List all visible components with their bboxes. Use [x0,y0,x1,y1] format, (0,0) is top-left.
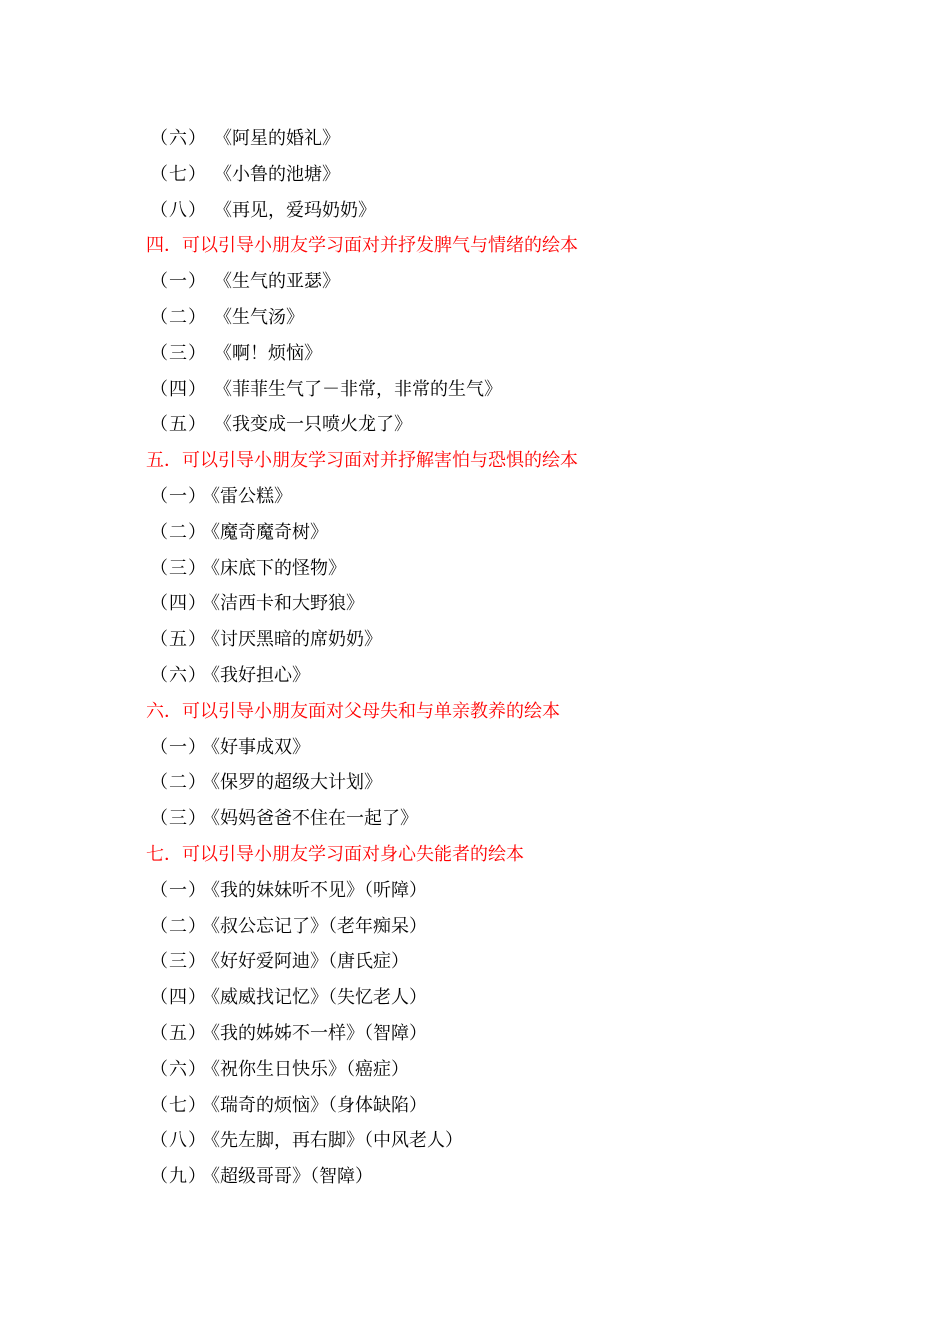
section-heading: 六．可以引导小朋友面对父母失和与单亲教养的绘本 [146,700,560,722]
item-number: （四） [150,987,207,1009]
book-title: 《菲菲生气了－非常，非常的生气》 [214,378,502,400]
book-title: 《好事成双》 [202,736,310,758]
book-list-item [146,1052,866,1088]
book-list-item [146,1123,866,1159]
book-list-item [146,658,866,694]
book-title: 《保罗的超级大计划》 [202,772,382,794]
book-title: 《好好爱阿迪》（唐氏症） [202,951,409,973]
item-number: （八） [150,199,207,221]
item-number: （一） [150,879,207,901]
book-list-item [146,121,866,157]
book-title: 《生气的亚瑟》 [214,271,340,293]
book-title: 《叔公忘记了》（老年痴呆） [202,915,427,937]
item-number: （六） [150,1058,207,1080]
book-title: 《瑞奇的烦恼》（身体缺陷） [202,1094,427,1116]
item-number: （七） [150,1094,207,1116]
book-title: 《啊！烦恼》 [214,342,322,364]
picture-book-list [146,121,866,1195]
section-heading: 四．可以引导小朋友学习面对并抒发脾气与情绪的绘本 [146,235,578,257]
item-number: （一） [150,271,207,293]
item-number: （六） [150,664,207,686]
book-list-item [146,193,866,229]
book-title: 《我好担心》 [202,664,310,686]
item-number: （三） [150,342,207,364]
item-number: （一） [150,485,207,507]
item-number: （八） [150,1130,207,1152]
book-list-item [146,264,866,300]
book-title: 《魔奇魔奇树》 [202,521,328,543]
book-title: 《再见，爱玛奶奶》 [214,199,376,221]
book-list-item [146,407,866,443]
book-title: 《威威找记忆》（失忆老人） [202,987,427,1009]
book-title: 《我的姊姊不一样》（智障） [202,1022,427,1044]
book-list-item [146,372,866,408]
item-number: （二） [150,772,207,794]
item-number: （五） [150,629,207,651]
book-list-item [146,479,866,515]
item-number: （三） [150,808,207,830]
book-title: 《讨厌黑暗的席奶奶》 [202,629,382,651]
book-list-item [146,551,866,587]
item-number: （四） [150,378,207,400]
book-list-item [146,980,866,1016]
item-number: （五） [150,1022,207,1044]
book-list-item [146,730,866,766]
item-number: （三） [150,557,207,579]
book-list-item [146,300,866,336]
book-list-item [146,909,866,945]
item-number: （六） [150,128,207,149]
item-number: （二） [150,306,207,328]
book-list-item [146,944,866,980]
item-number: （二） [150,521,207,543]
book-list-item [146,801,866,837]
book-title: 《洁西卡和大野狼》 [202,593,364,615]
item-number: （九） [150,1166,207,1188]
book-list-item [146,1088,866,1124]
item-number: （四） [150,593,207,615]
book-list-item [146,515,866,551]
book-title: 《祝你生日快乐》（癌症） [202,1058,409,1080]
book-list-item [146,622,866,658]
item-number: （七） [150,163,207,185]
item-number: （二） [150,915,207,937]
book-title: 《先左脚，再右脚》（中风老人） [202,1130,463,1152]
book-title: 《雷公糕》 [202,485,292,507]
item-number: （三） [150,951,207,973]
book-list-item [146,157,866,193]
book-title: 《床底下的怪物》 [202,557,346,579]
book-list-item [146,765,866,801]
section-heading: 五．可以引导小朋友学习面对并抒解害怕与恐惧的绘本 [146,450,578,472]
item-number: （一） [150,736,207,758]
section-heading: 七．可以引导小朋友学习面对身心失能者的绘本 [146,843,524,865]
book-list-item [146,1159,866,1195]
book-title: 《我变成一只喷火龙了》 [214,414,412,436]
book-title: 《阿星的婚礼》 [214,128,340,149]
book-title: 《我的妹妹听不见》（听障） [202,879,427,901]
book-title: 《超级哥哥》（智障） [202,1166,373,1188]
book-title: 《生气汤》 [214,306,304,328]
book-list-item [146,336,866,372]
book-list-item [146,873,866,909]
item-number: （五） [150,414,207,436]
book-title: 《小鲁的池塘》 [214,163,340,185]
book-list-item [146,1016,866,1052]
book-title: 《妈妈爸爸不住在一起了》 [202,808,418,830]
book-list-item [146,586,866,622]
